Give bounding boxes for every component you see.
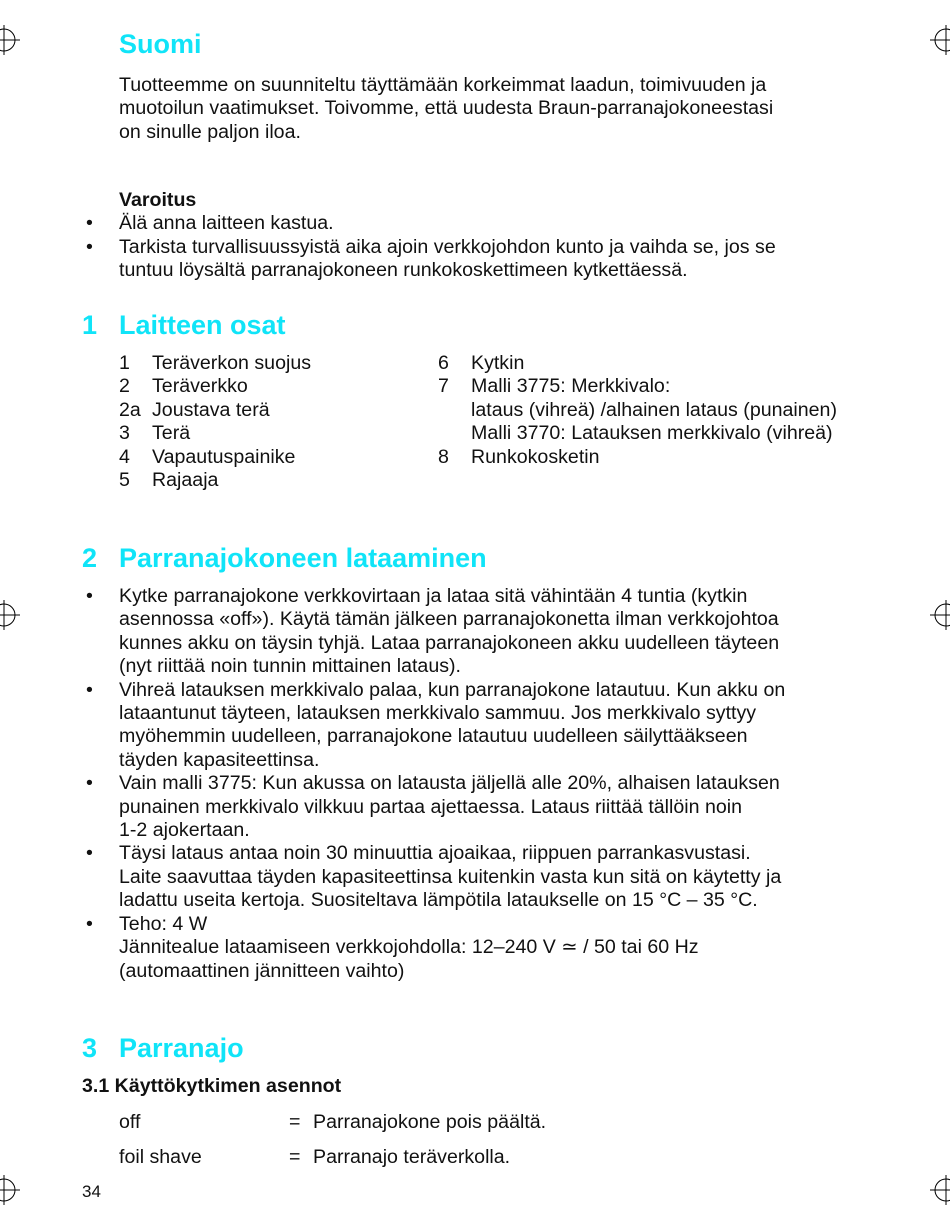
text-line: lataantunut täyteen, latauksen merkkivalo sammuu. Jos merkkivalo syttyy [119,702,757,725]
list-item [438,375,837,445]
list-item [119,399,311,422]
parts-list-left [119,352,311,492]
bullet-icon: • [86,235,93,258]
warning-block [86,189,776,283]
item-number: 1 [119,352,130,374]
parts-list-right [438,352,837,469]
text-line: muotoilun vaatimukset. Toivomme, että uudesta Braun-parranajokoneestasi [119,97,774,120]
charging-bullets [86,585,786,983]
text-line: asennossa «off»). Käytä tämän jälkeen parranajokonetta ilman verkkojohtoa [119,608,779,631]
section-number: 3 [82,1033,98,1063]
text-line: on sinulle paljon iloa. [119,120,301,143]
text-line: ladattu useita kertoja. Suositeltava lämpötila lataukselle on 15 °C – 35 °C. [119,889,758,912]
crop-mark-icon [930,25,950,55]
item-number: 8 [438,445,449,468]
list-item [119,446,311,469]
bullet-item [86,772,785,842]
item-number: 4 [119,445,130,468]
text-line: Täysi lataus antaa noin 30 minuuttia ajoaikaa, riippuen parrankasvustasi. [119,842,751,865]
bullet-item [86,585,785,679]
crop-mark-icon [0,600,20,630]
text-line: tuntuu löysältä parranajokoneen runkokoskettimeen kytkettäessä. [119,259,688,282]
page-number: 34 [82,1182,101,1201]
bullet-item [86,678,786,773]
position-description: Parranajokone pois päältä. [313,1111,547,1133]
item-label: Teräverkon suojus [152,352,312,374]
crop-mark-icon [930,600,950,630]
item-label: Joustava terä [152,398,270,421]
bullet-item [86,842,785,912]
item-label: Rajaaja [152,469,219,492]
section-number: 2 [82,543,98,573]
bullet-icon: • [86,842,93,865]
section-1-heading [82,310,286,341]
item-label: Terä [152,422,191,445]
position-key: off [119,1111,141,1133]
bullet-icon: • [86,212,93,235]
item-label: Malli 3770: Latauksen merkkivalo (vihreä) [471,422,833,445]
item-label: Malli 3775: Merkkivalo: [471,375,671,398]
section-2-heading [82,543,487,574]
bullet-icon: • [86,912,93,935]
list-item [119,469,311,492]
bullet-icon: • [86,585,93,607]
item-number: 2a [119,398,141,421]
intro-paragraph [119,74,773,144]
text-line: Vain malli 3775: Kun akussa on latausta jäljellä alle 20%, alhaisen latauksen [119,772,780,795]
text-line: myöhemmin uudelleen, parranajokone latautuu uudelleen säilyttääkseen [119,725,748,748]
warning-title: Varoitus [119,189,197,211]
subsection-heading: 3.1 Käyttökytkimen asennot [82,1075,342,1097]
item-number: 7 [438,375,449,398]
text-line: Tarkista turvallisuussyistä aika ajoin verkkojohdon kunto ja vaihda se, jos se [119,235,776,258]
item-label: Vapautuspainike [152,445,296,468]
text-line: punainen merkkivalo vilkkuu partaa ajettaessa. Lataus riittää tällöin noin [119,795,743,818]
text-line: Älä anna laitteen kastua. [119,212,334,235]
bullet-item [86,235,776,283]
item-label: Teräverkko [152,375,248,398]
position-description: Parranajo teräverkolla. [313,1146,511,1168]
bullet-icon: • [86,772,93,795]
bullet-item [86,212,776,235]
item-number: 6 [438,352,449,374]
text-line: 1-2 ajokertaan. [119,819,250,842]
section-number: 1 [82,310,98,340]
equals-sign: = [289,1146,301,1168]
item-label: Kytkin [471,352,525,374]
text-line: Jännitealue lataamiseen verkkojohdolla: 12–240 V ≃ / 50 tai 60 Hz [119,936,699,959]
bullet-icon: • [86,678,93,701]
crop-mark-icon [930,1175,950,1205]
item-label: Runkokosketin [471,445,600,468]
bullet-item [86,912,785,983]
item-number: 5 [119,469,130,492]
text-line: Laite saavuttaa täyden kapasiteettinsa kuitenkin vasta kun sitä on käytetty ja [119,865,782,888]
text-line: Tuotteemme on suunniteltu täyttämään korkeimmat laadun, toimivuuden ja [119,74,767,96]
section-title: Parranajo [119,1033,244,1063]
section-3-heading [82,1033,244,1064]
list-item [438,446,837,469]
crop-mark-icon [0,1175,20,1205]
intro-heading: Suomi [119,29,202,59]
item-label: lataus (vihreä) /alhainen lataus (punainen) [471,398,837,421]
crop-mark-icon [0,25,20,55]
text-line: täyden kapasiteettinsa. [119,748,320,771]
text-line: Teho: 4 W [119,912,208,935]
section-title: Laitteen osat [119,310,286,340]
list-item [119,375,311,398]
text-line: Vihreä latauksen merkkivalo palaa, kun parranajokone latautuu. Kun akku on [119,678,786,701]
item-number: 3 [119,422,130,445]
list-item [119,352,311,375]
text-line: Kytke parranajokone verkkovirtaan ja lataa sitä vähintään 4 tuntia (kytkin [119,585,748,607]
list-item [119,422,311,445]
position-key: foil shave [119,1146,202,1168]
text-line: (automaattinen jännitteen vaihto) [119,959,405,982]
text-line: (nyt riittää noin tunnin mittainen lataus). [119,655,461,678]
equals-sign: = [289,1111,301,1133]
text-line: kunnes akku on täysin tyhjä. Lataa parranajokoneen akku uudelleen täyteen [119,631,780,654]
list-item [438,352,837,375]
item-number: 2 [119,375,130,398]
section-title: Parranajokoneen lataaminen [119,543,487,573]
